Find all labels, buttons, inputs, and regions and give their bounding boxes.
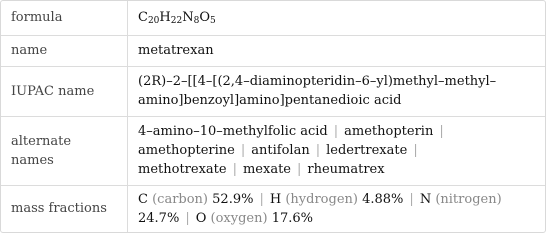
alt-name: ledertrexate bbox=[326, 143, 408, 158]
separator: | bbox=[232, 162, 237, 177]
separator: | bbox=[315, 143, 321, 158]
table-row bbox=[1, 116, 545, 185]
row-label: mass fractions bbox=[1, 185, 128, 232]
separator: | bbox=[240, 143, 246, 158]
row-label: alternate names bbox=[1, 116, 128, 185]
separator: | bbox=[409, 191, 414, 207]
formula-count: 22 bbox=[170, 16, 183, 27]
formula-count: 20 bbox=[147, 16, 160, 27]
properties-table bbox=[1, 1, 545, 232]
iupac-line: (2R)–2–[[4–[(2,4–diaminopteridin–6–yl)methyl–methyl– bbox=[138, 74, 497, 89]
mass-el-name: (oxygen) bbox=[210, 210, 268, 226]
row-label: IUPAC name bbox=[1, 66, 128, 116]
mass-el: H bbox=[269, 191, 282, 207]
mass-pct: 24.7% bbox=[138, 210, 180, 226]
table-row bbox=[1, 1, 545, 35]
alt-name: antifolan bbox=[251, 143, 310, 158]
alt-name: mexate bbox=[242, 162, 291, 177]
row-label: name bbox=[1, 35, 128, 66]
separator: | bbox=[185, 210, 190, 226]
alt-name: 4–amino–10–methylfolic acid bbox=[138, 124, 328, 139]
iupac-line: amino]benzoyl]amino]pentanedioic acid bbox=[138, 93, 402, 108]
separator: | bbox=[259, 191, 264, 207]
mass-fractions-value bbox=[128, 185, 546, 232]
mass-el-name: (hydrogen) bbox=[285, 191, 358, 207]
table-row bbox=[1, 35, 545, 66]
mass-el: O bbox=[195, 210, 207, 226]
iupac-value bbox=[128, 66, 546, 116]
alt-name: methotrexate bbox=[138, 162, 227, 177]
formula-count: 8 bbox=[193, 16, 200, 27]
mass-pct: 17.6% bbox=[271, 210, 314, 226]
table-row bbox=[1, 66, 545, 116]
formula-el: C bbox=[138, 10, 148, 26]
formula-count: 5 bbox=[209, 16, 216, 27]
row-label: formula bbox=[1, 1, 128, 35]
alt-name: amethopterin bbox=[344, 124, 434, 139]
alt-name: amethopterine bbox=[138, 143, 235, 158]
mass-el: N bbox=[419, 191, 432, 207]
name-value: metatrexan bbox=[128, 35, 546, 66]
formula-el: H bbox=[159, 10, 171, 26]
formula-el: O bbox=[199, 10, 210, 26]
mass-el-name: (carbon) bbox=[152, 191, 209, 207]
separator: | bbox=[413, 143, 418, 158]
separator: | bbox=[333, 124, 339, 139]
mass-pct: 52.9% bbox=[212, 191, 254, 207]
formula-value bbox=[128, 1, 546, 35]
alternate-names-value bbox=[128, 116, 546, 185]
alt-name: rheumatrex bbox=[307, 162, 385, 177]
separator: | bbox=[439, 124, 444, 139]
mass-el-name: (nitrogen) bbox=[435, 191, 502, 207]
formula-el: N bbox=[182, 10, 194, 26]
mass-el: C bbox=[138, 191, 148, 207]
separator: | bbox=[297, 162, 302, 177]
mass-pct: 4.88% bbox=[362, 191, 404, 207]
table-row bbox=[1, 185, 545, 232]
